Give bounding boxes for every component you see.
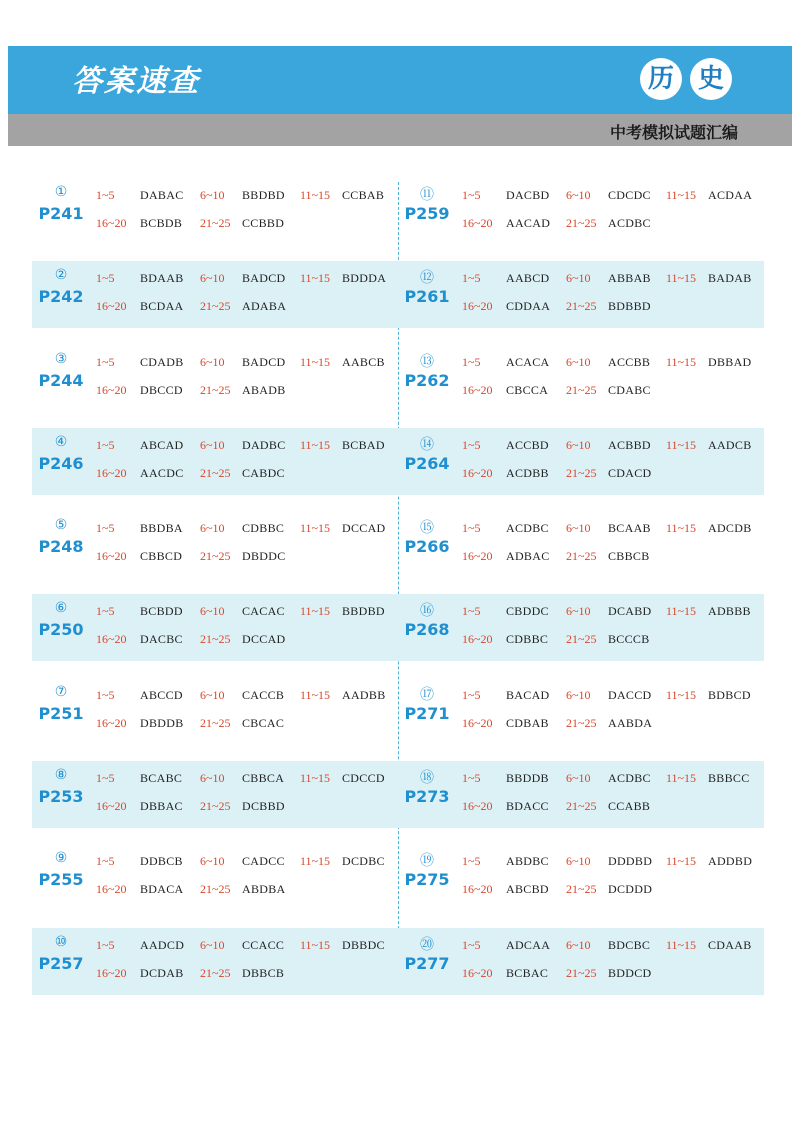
question-range-label: 11~15 [666, 188, 697, 202]
question-range-label: 1~5 [462, 854, 481, 869]
answer-key: ACDBC [608, 216, 651, 230]
set-number: ⑱ [420, 770, 434, 787]
set-number: ⑬ [420, 353, 434, 370]
answer-key: ACCBB [608, 354, 651, 369]
answer-key: AADBB [342, 687, 386, 702]
page-reference: P257 [38, 953, 84, 973]
left-answer-column [32, 178, 398, 1011]
question-range-label: 21~25 [566, 465, 597, 480]
page-reference: P251 [38, 703, 84, 723]
question-range-label: 16~20 [96, 715, 127, 730]
set-number: ⑫ [420, 270, 434, 287]
answer-key: BACAD [506, 687, 550, 702]
question-range-label: 1~5 [462, 937, 481, 952]
answer-key: BADCD [242, 354, 286, 369]
answer-key: CACAC [242, 604, 285, 619]
question-range-label: 21~25 [200, 882, 231, 897]
answer-key: DDDBD [608, 854, 653, 869]
answer-key: BCBDD [140, 604, 183, 619]
answer-key: CBCAC [242, 715, 285, 730]
page-reference: P277 [404, 953, 450, 973]
page-reference: P253 [38, 787, 84, 807]
answer-key: DBBAC [140, 799, 183, 814]
page-reference: P255 [38, 870, 84, 890]
question-range-label: 11~15 [666, 271, 697, 286]
set-number: ⑯ [420, 603, 434, 620]
question-range-label: 1~5 [462, 437, 481, 452]
answer-key: CDAAB [708, 937, 752, 952]
answer-key: BDCBC [608, 937, 651, 952]
question-range-label: 6~10 [566, 521, 591, 536]
answer-key: ABCBD [506, 882, 549, 897]
question-range-label: 6~10 [566, 188, 591, 202]
answer-block [32, 761, 398, 828]
page-reference: P244 [38, 370, 84, 390]
answer-block [32, 594, 398, 661]
question-range-label: 1~5 [96, 854, 115, 869]
subheader-title: 中考模拟试题汇编 [609, 123, 738, 142]
question-range-label: 21~25 [200, 382, 231, 397]
page-reference: P264 [404, 453, 450, 473]
answer-key: BDACC [506, 799, 549, 814]
page-reference: P248 [38, 537, 84, 557]
question-range-label: 16~20 [462, 382, 493, 397]
question-range-label: 16~20 [462, 549, 493, 564]
question-range-label: 11~15 [666, 937, 697, 952]
answer-key: ADDBD [708, 854, 753, 869]
question-range-label: 1~5 [96, 604, 115, 619]
question-range-label: 11~15 [666, 687, 697, 702]
question-range-label: 1~5 [462, 604, 481, 619]
page-reference: P262 [404, 370, 450, 390]
subject-char-2: 史 [690, 58, 732, 100]
set-number: ⑪ [420, 187, 434, 203]
question-range-label: 16~20 [96, 382, 127, 397]
answer-key: ADCAA [506, 937, 551, 952]
answer-key: CDCCD [342, 771, 385, 786]
answer-block [32, 178, 398, 245]
question-range-label: 6~10 [200, 188, 225, 202]
answer-key: DDBCB [140, 854, 183, 869]
answer-key: CBDDC [506, 604, 549, 619]
answer-key: BDBBD [608, 299, 651, 314]
answer-key: ACBBD [608, 437, 651, 452]
question-range-label: 6~10 [566, 854, 591, 869]
question-range-label: 21~25 [566, 549, 597, 564]
set-number: ⑲ [420, 853, 434, 870]
answer-key: BADAB [708, 271, 752, 286]
answer-key: ADCDB [708, 521, 752, 536]
answer-key: CDBBC [242, 521, 285, 536]
set-number: ⑩ [54, 933, 68, 950]
answer-block [398, 844, 764, 911]
answer-key: BDAAB [140, 271, 184, 286]
question-range-label: 11~15 [300, 854, 331, 869]
answer-block [32, 261, 398, 328]
question-range-label: 1~5 [96, 354, 115, 369]
question-range-label: 1~5 [96, 771, 115, 786]
question-range-label: 6~10 [200, 521, 225, 536]
answer-key: CBBCA [242, 771, 285, 786]
question-range-label: 6~10 [566, 354, 591, 369]
answer-block [398, 345, 764, 412]
question-range-label: 21~25 [566, 715, 597, 730]
question-range-label: 21~25 [200, 465, 231, 480]
answer-key: DCABD [608, 604, 652, 619]
answer-key: BBDBD [342, 604, 385, 619]
page-title: 答案速查 [72, 64, 200, 99]
answer-key: ADBBB [708, 604, 751, 619]
page-reference: P261 [404, 287, 450, 307]
question-range-label: 16~20 [96, 299, 127, 314]
question-range-label: 6~10 [566, 687, 591, 702]
answer-key: BCBDB [140, 216, 183, 230]
answer-key: BBDBA [140, 521, 183, 536]
answer-key: BDDDA [342, 271, 387, 286]
answer-key: CDCDC [608, 188, 651, 202]
page-reference: P250 [38, 620, 84, 640]
answer-key: ACDAA [708, 188, 753, 202]
answer-key: DACCD [608, 687, 652, 702]
question-range-label: 6~10 [566, 437, 591, 452]
question-range-label: 16~20 [462, 632, 493, 647]
answer-block [32, 511, 398, 578]
question-range-label: 16~20 [96, 465, 127, 480]
question-range-label: 6~10 [200, 854, 225, 869]
question-range-label: 16~20 [462, 465, 493, 480]
question-range-label: 11~15 [300, 771, 331, 786]
answer-key: DCBBD [242, 799, 285, 814]
question-range-label: 21~25 [566, 216, 597, 230]
answer-key: DCDBC [342, 854, 385, 869]
question-range-label: 11~15 [666, 604, 697, 619]
answer-key: BCABC [140, 771, 183, 786]
page-reference: P259 [404, 204, 450, 223]
question-range-label: 6~10 [200, 937, 225, 952]
answer-key: ABCAD [140, 437, 184, 452]
answer-key: BBDBD [242, 188, 285, 202]
page-reference: P266 [404, 537, 450, 557]
question-range-label: 16~20 [96, 882, 127, 897]
answer-key: ACDBB [506, 465, 549, 480]
answer-key: ABADB [242, 382, 286, 397]
question-range-label: 16~20 [462, 216, 493, 230]
question-range-label: 11~15 [300, 354, 331, 369]
answer-key: DABAC [140, 188, 184, 202]
answer-block [398, 678, 764, 745]
question-range-label: 21~25 [566, 965, 597, 980]
answer-key: CBCCA [506, 382, 549, 397]
set-number: ⑤ [54, 517, 68, 534]
set-number: ③ [54, 350, 68, 367]
question-range-label: 1~5 [96, 271, 115, 286]
answer-key: DCDAB [140, 965, 184, 980]
set-number: ⑧ [54, 767, 68, 784]
set-number: ⑰ [420, 686, 434, 703]
answer-key: DCCAD [242, 632, 286, 647]
question-range-label: 6~10 [200, 354, 225, 369]
question-range-label: 21~25 [200, 216, 231, 230]
answer-key: ABDBA [242, 882, 286, 897]
question-range-label: 1~5 [462, 771, 481, 786]
answer-block [398, 928, 764, 995]
question-range-label: 21~25 [566, 799, 597, 814]
set-number: ⑭ [420, 436, 434, 453]
answer-key: AADCB [708, 437, 752, 452]
answer-key: CBBCD [140, 549, 183, 564]
answer-key: CACCB [242, 687, 285, 702]
answer-key: BDACA [140, 882, 184, 897]
question-range-label: 11~15 [666, 854, 697, 869]
question-range-label: 21~25 [200, 549, 231, 564]
answer-key: CCABB [608, 799, 651, 814]
question-range-label: 1~5 [462, 354, 481, 369]
answer-block [32, 428, 398, 495]
set-number: ① [54, 184, 68, 200]
answer-key: BCCCB [608, 632, 650, 647]
question-range-label: 6~10 [200, 437, 225, 452]
set-number: ⑮ [420, 520, 434, 537]
answer-key: CDACD [608, 465, 652, 480]
answer-key: DBBCB [242, 965, 285, 980]
answer-key: CCACC [242, 937, 285, 952]
question-range-label: 16~20 [462, 965, 493, 980]
set-number: ⑨ [54, 850, 68, 867]
answer-key: ADBAC [506, 549, 550, 564]
answer-key: DCCAD [342, 521, 386, 536]
question-range-label: 11~15 [300, 604, 331, 619]
answer-key: BDDCD [608, 965, 652, 980]
question-range-label: 16~20 [96, 549, 127, 564]
answer-key: DADBC [242, 437, 286, 452]
question-range-label: 1~5 [462, 188, 481, 202]
answer-key: CDDAA [506, 299, 551, 314]
answer-key: ABDBC [506, 854, 549, 869]
question-range-label: 6~10 [200, 771, 225, 786]
answer-key: DCDDD [608, 882, 653, 897]
answer-key: AACAD [506, 216, 551, 230]
answer-key: DBBDC [342, 937, 385, 952]
answer-key: ABBAB [608, 271, 651, 286]
set-number: ② [54, 267, 68, 284]
page-reference: P246 [38, 453, 84, 473]
question-range-label: 1~5 [96, 437, 115, 452]
question-range-label: 1~5 [462, 271, 481, 286]
answer-key: CDBAB [506, 715, 549, 730]
answer-block [398, 761, 764, 828]
answer-block [398, 511, 764, 578]
answer-key: CCBBD [242, 216, 285, 230]
question-range-label: 1~5 [96, 937, 115, 952]
answer-block [398, 594, 764, 661]
answer-key: ACDBC [506, 521, 549, 536]
set-number: ⑳ [420, 936, 434, 953]
question-range-label: 21~25 [566, 299, 597, 314]
question-range-label: 11~15 [300, 687, 331, 702]
answer-block [398, 428, 764, 495]
question-range-label: 16~20 [462, 799, 493, 814]
question-range-label: 21~25 [200, 632, 231, 647]
question-range-label: 21~25 [566, 382, 597, 397]
answer-key: CCBAB [342, 188, 385, 202]
question-range-label: 6~10 [566, 937, 591, 952]
question-range-label: 11~15 [300, 188, 331, 202]
answer-key: DBDDB [140, 715, 184, 730]
question-range-label: 11~15 [300, 937, 331, 952]
question-range-label: 16~20 [462, 715, 493, 730]
question-range-label: 11~15 [666, 521, 697, 536]
question-range-label: 6~10 [566, 271, 591, 286]
question-range-label: 11~15 [300, 271, 331, 286]
answer-key: DBBAD [708, 354, 752, 369]
question-range-label: 6~10 [200, 271, 225, 286]
question-range-label: 16~20 [96, 632, 127, 647]
question-range-label: 21~25 [200, 299, 231, 314]
question-range-label: 16~20 [462, 882, 493, 897]
answer-key: CBBCB [608, 549, 650, 564]
answer-key: CDBBC [506, 632, 549, 647]
answer-key: ACCBD [506, 437, 549, 452]
answer-key: CDABC [608, 382, 651, 397]
question-range-label: 21~25 [200, 715, 231, 730]
question-range-label: 6~10 [566, 771, 591, 786]
subject-char-1: 历 [640, 58, 682, 100]
answer-key: AABCB [342, 354, 385, 369]
answer-key: ACACA [506, 354, 550, 369]
answer-key: DBDDC [242, 549, 286, 564]
question-range-label: 11~15 [300, 521, 331, 536]
answer-key: CABDC [242, 465, 285, 480]
question-range-label: 1~5 [462, 521, 481, 536]
answer-key: BBBCC [708, 771, 750, 786]
question-range-label: 16~20 [96, 965, 127, 980]
question-range-label: 21~25 [566, 632, 597, 647]
answer-key: CDADB [140, 354, 184, 369]
answer-key: BCBAD [342, 437, 385, 452]
page-reference: P268 [404, 620, 450, 640]
answer-key: DBCCD [140, 382, 183, 397]
answer-key: BCBAC [506, 965, 549, 980]
answer-block [32, 928, 398, 995]
set-number: ④ [54, 433, 68, 450]
answer-key: BDBCD [708, 687, 751, 702]
answer-key: BCAAB [608, 521, 651, 536]
answer-block [32, 844, 398, 911]
page-reference: P273 [404, 787, 450, 807]
question-range-label: 1~5 [462, 687, 481, 702]
question-range-label: 11~15 [666, 437, 697, 452]
answer-block [398, 261, 764, 328]
answer-key: BADCD [242, 271, 286, 286]
question-range-label: 21~25 [200, 799, 231, 814]
question-range-label: 6~10 [200, 604, 225, 619]
page-reference: P275 [404, 870, 450, 890]
question-range-label: 11~15 [666, 771, 697, 786]
page-reference: P241 [38, 204, 84, 223]
answer-key: DACBD [506, 188, 550, 202]
answer-block [398, 178, 764, 245]
answer-block [32, 678, 398, 745]
answer-key: BCDAA [140, 299, 184, 314]
answer-key: AACDC [140, 465, 184, 480]
page-reference: P242 [38, 287, 84, 307]
question-range-label: 1~5 [96, 521, 115, 536]
answer-key: AADCD [140, 937, 185, 952]
right-answer-column [398, 178, 764, 1011]
page-reference: P271 [404, 703, 450, 723]
answer-key: CADCC [242, 854, 285, 869]
answer-key: ACDBC [608, 771, 651, 786]
question-range-label: 6~10 [566, 604, 591, 619]
question-range-label: 16~20 [96, 216, 127, 230]
set-number: ⑥ [54, 600, 68, 617]
answer-key: AABCD [506, 271, 550, 286]
answer-key: ABCCD [140, 687, 183, 702]
answer-key: AABDA [608, 715, 653, 730]
question-range-label: 6~10 [200, 687, 225, 702]
set-number: ⑦ [54, 683, 68, 700]
question-range-label: 16~20 [96, 799, 127, 814]
question-range-label: 21~25 [200, 965, 231, 980]
answer-key: ADABA [242, 299, 287, 314]
answer-key: BBDDB [506, 771, 549, 786]
answer-block [32, 345, 398, 412]
question-range-label: 1~5 [96, 188, 115, 202]
question-range-label: 1~5 [96, 687, 115, 702]
question-range-label: 11~15 [666, 354, 697, 369]
question-range-label: 11~15 [300, 437, 331, 452]
question-range-label: 21~25 [566, 882, 597, 897]
answer-key: DACBC [140, 632, 183, 647]
question-range-label: 16~20 [462, 299, 493, 314]
